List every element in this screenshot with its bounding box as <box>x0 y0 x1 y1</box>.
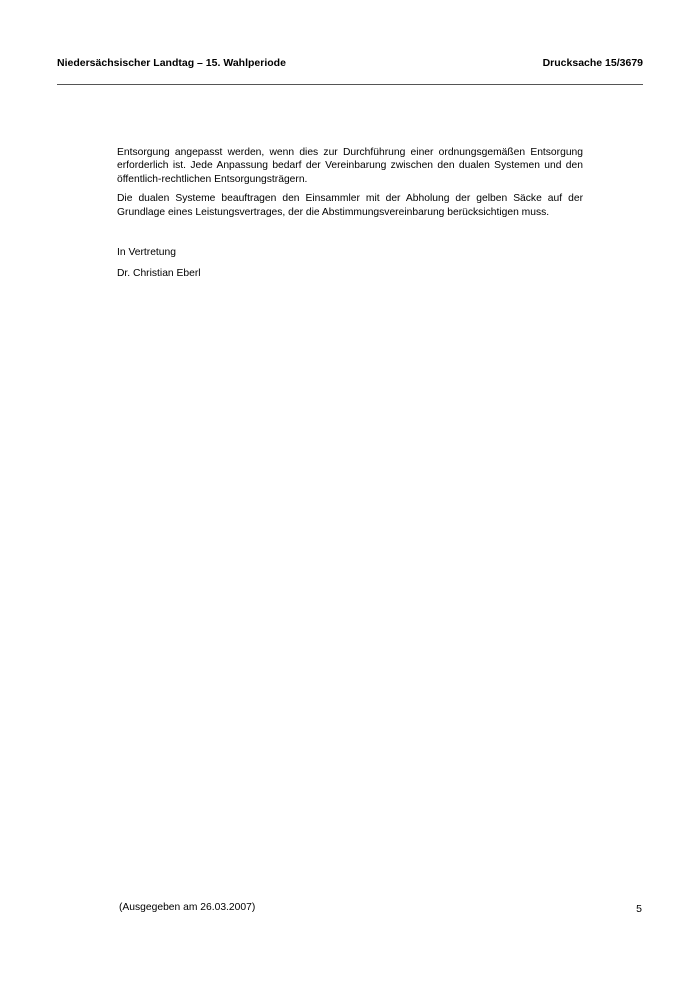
body-paragraph: Die dualen Systeme beauftragen den Einsammler mit der Abholung der gelben Säcke auf der Grundlage eines Leistungsvertrages, der die Abstimmungsvereinbarung berücksichtigen muss. <box>117 193 583 218</box>
page-header <box>57 57 643 70</box>
closing-line: In Vertretung <box>117 247 176 258</box>
header-document-number: Drucksache 15/3679 <box>542 57 643 69</box>
signature-block <box>117 246 201 289</box>
body-paragraph: Entsorgung angepasst werden, wenn dies zur Durchführung einer ordnungsgemäßen Entsorgung erforderlich ist. Jede Anpassung bedarf der Vereinbarung zwischen den dualen Systemen und den öffentlich-rechtlichen Entsorgungsträgern. <box>117 147 583 185</box>
document-body <box>117 146 583 225</box>
page-number: 5 <box>636 903 642 915</box>
issued-date: (Ausgegeben am 26.03.2007) <box>119 902 256 913</box>
signatory-name: Dr. Christian Eberl <box>117 268 201 280</box>
header-parliament-title: Niedersächsischer Landtag – 15. Wahlperiode <box>57 57 286 69</box>
header-divider <box>57 84 643 85</box>
